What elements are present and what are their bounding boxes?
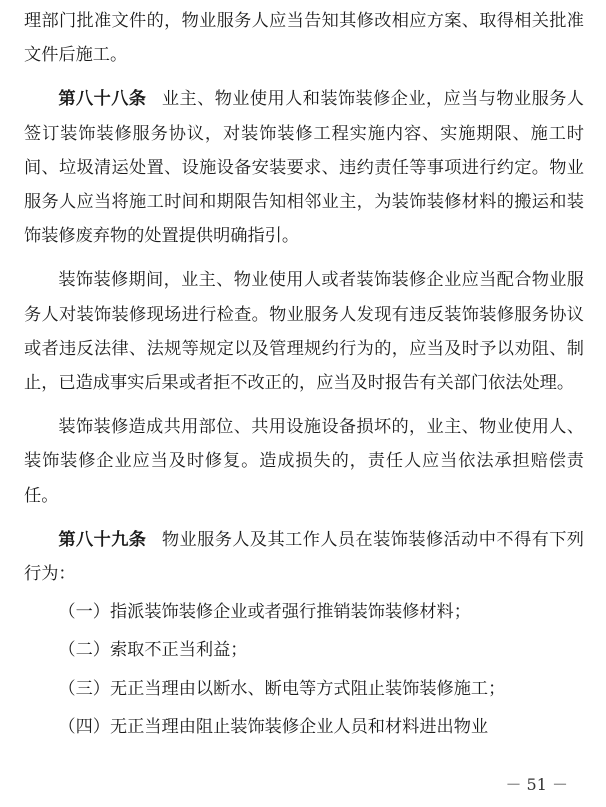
article-89-number: 第八十九条 (58, 529, 147, 550)
article-88 (24, 82, 584, 253)
list-item: （一）指派装饰装修企业或者强行推销装饰装修材料； (58, 602, 471, 623)
paragraph-inspection: 装饰装修期间，业主、物业使用人或者装饰装修企业应当配合物业服务人对装饰装修现场进行检查。物业服务人发现有违反装饰装修服务协议或者违反法律、法规等规定以及管理规约行为的，应当及时予以劝阻、制止，已造成事实后果或者拒不改正的，应当及时报告有关部门依法处理。 (24, 270, 584, 394)
document-page (24, 0, 584, 744)
list-item: （四）无正当理由阻止装饰装修企业人员和材料进出物业 (58, 716, 489, 737)
article-88-number: 第八十八条 (58, 89, 147, 110)
article-89 (24, 523, 584, 591)
list-item: （二）索取不正当利益； (58, 640, 248, 661)
list-item: （三）无正当理由以断水、断电等方式阻止装饰装修施工； (58, 678, 506, 699)
article-88-text: 业主、物业使用人和装饰装修企业，应当与物业服务人签订装饰装修服务协议，对装饰装修工程实施内容、实施期限、施工时间、垃圾清运处置、设施设备安装要求、违约责任等事项进行约定。物业服务人应当将施工时间和期限告知相邻业主，为装饰装修材料的搬运和装饰装修废弃物的处置提供明确指引。 (24, 89, 584, 247)
page-number: － 51 － (505, 775, 568, 794)
paragraph-damage: 装饰装修造成共用部位、共用设施设备损坏的，业主、物业使用人、装饰装修企业应当及时修复。造成损失的，责任人应当依法承担赔偿责任。 (24, 417, 584, 506)
prohibited-items-list (24, 595, 584, 744)
article-89-text: 物业服务人及其工作人员在装饰装修活动中不得有下列行为： (24, 529, 584, 585)
paragraph-continuation: 理部门批准文件的，物业服务人应当告知其修改相应方案、取得相关批准文件后施工。 (24, 11, 584, 66)
